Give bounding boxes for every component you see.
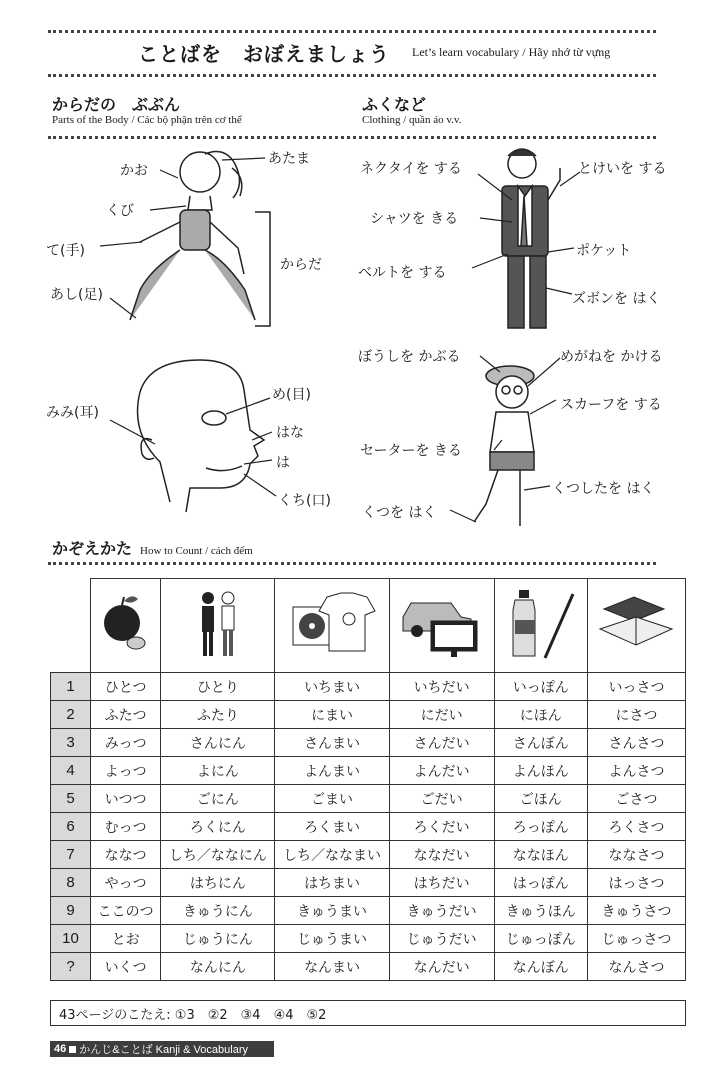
table-cell: さんにん xyxy=(161,729,275,757)
label-hana: はな xyxy=(276,425,304,441)
row-number: 5 xyxy=(51,785,91,813)
table-cell: にほん xyxy=(494,701,587,729)
table-cell: きゅうだい xyxy=(389,897,494,925)
apple-candy-icon xyxy=(91,579,161,673)
table-cell: はちだい xyxy=(389,869,494,897)
row-number: 1 xyxy=(51,673,91,701)
tshirt-cd-icon xyxy=(275,579,389,673)
table-cell: ごにん xyxy=(161,785,275,813)
label-karada: からだ xyxy=(280,257,322,273)
bottle-pencil-icon xyxy=(494,579,587,673)
label-belt: ベルトを する xyxy=(358,265,447,281)
table-cell: いっぽん xyxy=(494,673,587,701)
table-cell: にさつ xyxy=(587,701,685,729)
icon-row-blank-cell xyxy=(51,579,91,673)
girl-figure xyxy=(474,366,534,526)
counting-table-body xyxy=(51,673,686,981)
table-row xyxy=(51,701,686,729)
table-cell: ごさつ xyxy=(587,785,685,813)
label-me: め(目) xyxy=(272,387,311,403)
table-cell: ろくさつ xyxy=(587,813,685,841)
row-number: 6 xyxy=(51,813,91,841)
label-atama: あたま xyxy=(268,151,310,167)
label-scarf: スカーフを する xyxy=(560,397,662,413)
table-cell: しち／ななまい xyxy=(275,841,389,869)
businessman-figure xyxy=(502,149,560,328)
label-kutsushita: くつしたを はく xyxy=(552,481,655,497)
page-footer xyxy=(50,1041,274,1057)
table-cell: ななつ xyxy=(91,841,161,869)
table-cell: ここのつ xyxy=(91,897,161,925)
row-number: 2 xyxy=(51,701,91,729)
label-kutsu: くつを はく xyxy=(362,505,437,521)
footer-square-icon xyxy=(69,1046,76,1053)
clothing-section-subtitle: Clothing / quần áo v.v. xyxy=(362,114,462,126)
table-cell: よにん xyxy=(161,757,275,785)
table-cell: ろくまい xyxy=(275,813,389,841)
table-cell: はっぽん xyxy=(494,869,587,897)
table-cell: ろっぽん xyxy=(494,813,587,841)
table-cell: ろくだい xyxy=(389,813,494,841)
table-cell: ごまい xyxy=(275,785,389,813)
car-tv-icon xyxy=(389,579,494,673)
icon-row xyxy=(51,579,686,673)
label-ashi: あし(足) xyxy=(50,287,103,303)
label-necktie: ネクタイを する xyxy=(360,161,462,177)
table-cell: とお xyxy=(91,925,161,953)
counting-table xyxy=(50,578,686,981)
label-kao: かお xyxy=(120,163,148,179)
count-section-title-jp: かぞえかた xyxy=(52,539,133,558)
page-number: 46 xyxy=(54,1043,67,1055)
table-cell: にだい xyxy=(389,701,494,729)
table-cell: はちにん xyxy=(161,869,275,897)
table-cell: さんだい xyxy=(389,729,494,757)
label-kuchi: くち(口) xyxy=(278,493,331,509)
table-cell: よんまい xyxy=(275,757,389,785)
table-row xyxy=(51,841,686,869)
label-sweater: セーターを きる xyxy=(360,443,462,459)
head-profile xyxy=(138,360,265,512)
label-kubi: くび xyxy=(106,203,134,219)
table-cell: ななさつ xyxy=(587,841,685,869)
row-number: 10 xyxy=(51,925,91,953)
table-cell: にまい xyxy=(275,701,389,729)
table-cell: じゅうだい xyxy=(389,925,494,953)
table-row xyxy=(51,757,686,785)
label-mimi: みみ(耳) xyxy=(46,405,99,421)
body-section-title: からだの ぶぶん xyxy=(52,95,181,114)
people-icon xyxy=(161,579,275,673)
count-section-subtitle: How to Count / cách đếm xyxy=(140,545,253,557)
table-cell: ごほん xyxy=(494,785,587,813)
page-title-en: Let’s learn vocabulary / Hãy nhớ từ vựng xyxy=(412,44,611,59)
table-cell: やっつ xyxy=(91,869,161,897)
table-cell: いちまい xyxy=(275,673,389,701)
label-pocket: ポケット xyxy=(576,243,632,259)
table-row xyxy=(51,813,686,841)
table-cell: はっさつ xyxy=(587,869,685,897)
table-row xyxy=(51,673,686,701)
table-cell: なんぼん xyxy=(494,953,587,981)
table-cell: じゅうにん xyxy=(161,925,275,953)
runner-figure xyxy=(130,152,255,320)
table-cell: ひとり xyxy=(161,673,275,701)
table-cell: ななほん xyxy=(494,841,587,869)
table-cell: よんさつ xyxy=(587,757,685,785)
table-cell: むっつ xyxy=(91,813,161,841)
table-cell: ななだい xyxy=(389,841,494,869)
table-cell: いちだい xyxy=(389,673,494,701)
table-cell: しち／ななにん xyxy=(161,841,275,869)
row-number: 7 xyxy=(51,841,91,869)
label-shirt: シャツを きる xyxy=(370,211,459,227)
table-cell: みっつ xyxy=(91,729,161,757)
footer-text: かんじ&ことば Kanji & Vocabulary xyxy=(79,1044,248,1056)
table-cell: なんさつ xyxy=(587,953,685,981)
row-number: 8 xyxy=(51,869,91,897)
table-cell: いっさつ xyxy=(587,673,685,701)
table-cell: はちまい xyxy=(275,869,389,897)
table-row xyxy=(51,785,686,813)
table-cell: なんまい xyxy=(275,953,389,981)
table-cell: ふたり xyxy=(161,701,275,729)
table-cell: なんだい xyxy=(389,953,494,981)
table-cell: きゅうにん xyxy=(161,897,275,925)
table-cell: ごだい xyxy=(389,785,494,813)
label-megane: めがねを かける xyxy=(560,349,663,365)
label-ha: は xyxy=(276,455,290,471)
table-cell: ふたつ xyxy=(91,701,161,729)
table-cell: いくつ xyxy=(91,953,161,981)
table-cell: さんまい xyxy=(275,729,389,757)
table-cell: よんだい xyxy=(389,757,494,785)
table-cell: なんにん xyxy=(161,953,275,981)
label-zubon: ズボンを はく xyxy=(572,291,661,307)
clothing-section-title: ふくなど xyxy=(362,95,427,114)
label-watch: とけいを する xyxy=(578,161,667,177)
table-cell: じゅうまい xyxy=(275,925,389,953)
table-row xyxy=(51,869,686,897)
table-cell: きゅうさつ xyxy=(587,897,685,925)
row-number: 3 xyxy=(51,729,91,757)
table-cell: ろくにん xyxy=(161,813,275,841)
row-number: ? xyxy=(51,953,91,981)
row-number: 4 xyxy=(51,757,91,785)
row-number: 9 xyxy=(51,897,91,925)
books-icon xyxy=(587,579,685,673)
table-cell: ひとつ xyxy=(91,673,161,701)
table-cell: さんさつ xyxy=(587,729,685,757)
answer-box: 43ページのこたえ: ①3 ②2 ③4 ④4 ⑤2 xyxy=(50,1000,686,1026)
table-cell: いつつ xyxy=(91,785,161,813)
count-section-title xyxy=(52,536,253,559)
table-cell: じゅっさつ xyxy=(587,925,685,953)
label-te: て(手) xyxy=(46,243,85,259)
label-boushi: ぼうしを かぶる xyxy=(358,349,461,365)
table-row xyxy=(51,925,686,953)
body-section-subtitle: Parts of the Body / Các bộ phận trên cơ thể xyxy=(52,114,242,126)
table-cell: よっつ xyxy=(91,757,161,785)
table-row xyxy=(51,729,686,757)
count-dotted-rule xyxy=(48,562,656,565)
table-row xyxy=(51,897,686,925)
page-title-jp: ことばを おぼえましょう xyxy=(138,41,390,66)
table-cell: きゅうほん xyxy=(494,897,587,925)
table-cell: さんぼん xyxy=(494,729,587,757)
table-cell: きゅうまい xyxy=(275,897,389,925)
table-cell: じゅっぽん xyxy=(494,925,587,953)
table-cell: よんほん xyxy=(494,757,587,785)
table-row xyxy=(51,953,686,981)
